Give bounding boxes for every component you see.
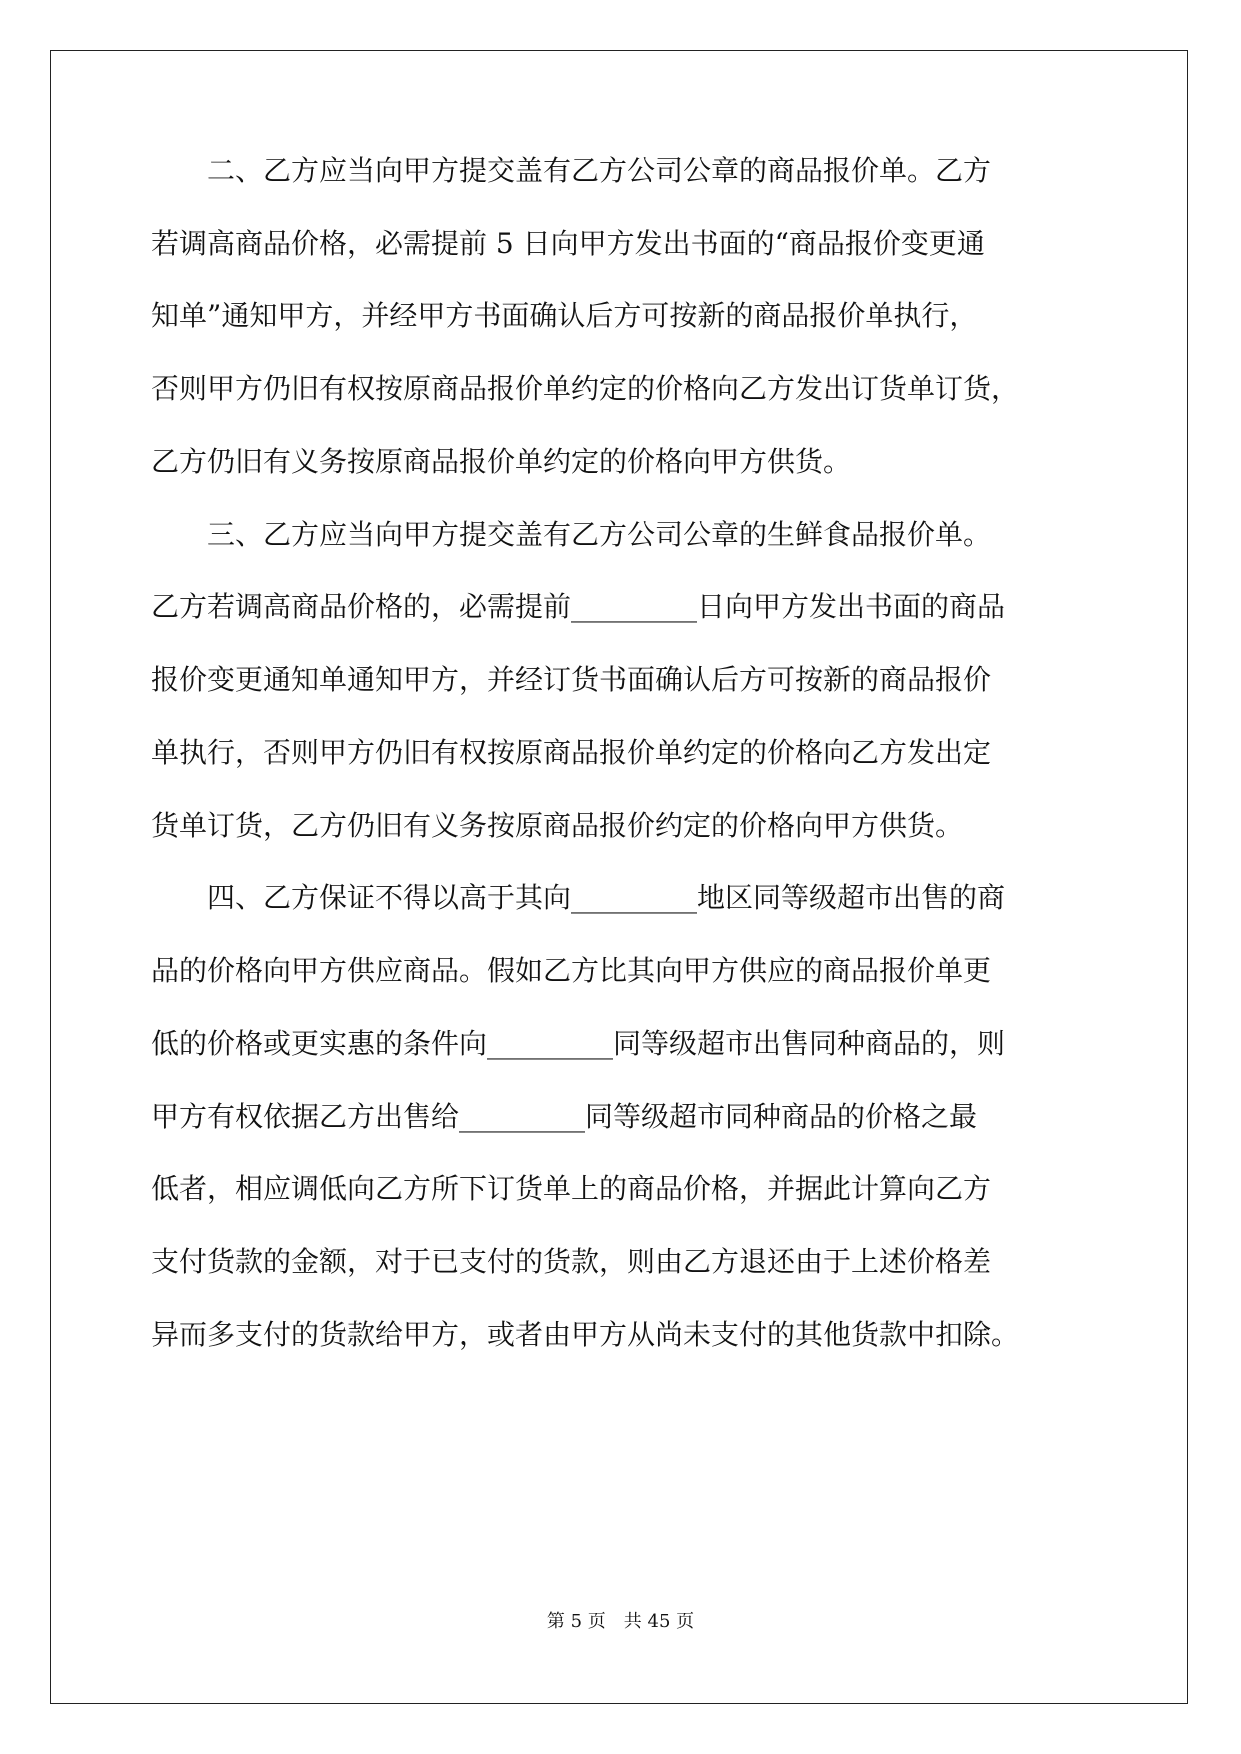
paragraph-3-line-1: 三、乙方应当向甲方提交盖有乙方公司公章的生鲜食品报价单。	[151, 518, 992, 551]
paragraph-3-line-4: 单执行，否则甲方仍旧有权按原商品报价单约定的价格向乙方发出定	[151, 736, 992, 769]
paragraph-2-line-1: 二、乙方应当向甲方提交盖有乙方公司公章的商品报价单。乙方	[151, 154, 992, 187]
paragraph-4-line-6: 支付货款的金额，对于已支付的货款，则由乙方退还由于上述价格差	[151, 1245, 992, 1278]
total-pages: 共 45 页	[623, 1611, 695, 1632]
paragraph-2-line-3: 知单”通知甲方，并经甲方书面确认后方可按新的商品报价单执行，	[151, 299, 978, 332]
paragraph-2-line-4: 否则甲方仍旧有权按原商品报价单约定的价格向乙方发出订货单订货，	[151, 372, 1020, 405]
paragraph-4-line-1: 四、乙方保证不得以高于其向_________地区同等级超市出售的商	[151, 881, 1006, 914]
paragraph-4-line-3: 低的价格或更实惠的条件向_________同等级超市出售同种商品的，则	[151, 1027, 1006, 1060]
paragraph-3-line-5: 货单订货，乙方仍旧有义务按原商品报价约定的价格向甲方供货。	[151, 809, 964, 842]
paragraph-4-line-5: 低者，相应调低向乙方所下订货单上的商品价格，并据此计算向乙方	[151, 1172, 992, 1205]
paragraph-3-line-2: 乙方若调高商品价格的，必需提前_________日向甲方发出书面的商品	[151, 590, 1006, 623]
paragraph-4-line-7: 异而多支付的货款给甲方，或者由甲方从尚未支付的其他货款中扣除。	[151, 1318, 1020, 1351]
paragraph-2-line-5: 乙方仍旧有义务按原商品报价单约定的价格向甲方供货。	[151, 445, 852, 478]
paragraph-4-line-2: 品的价格向甲方供应商品。假如乙方比其向甲方供应的商品报价单更	[151, 954, 992, 987]
paragraph-4-line-4: 甲方有权依据乙方出售给_________同等级超市同种商品的价格之最	[151, 1100, 978, 1133]
page-footer	[0, 1607, 1241, 1633]
paragraph-3-line-3: 报价变更通知单通知甲方，并经订货书面确认后方可按新的商品报价	[151, 663, 992, 696]
paragraph-2-line-2: 若调高商品价格，必需提前 5 日向甲方发出书面的“商品报价变更通	[151, 227, 985, 260]
current-page-number: 第 5 页	[546, 1611, 606, 1632]
